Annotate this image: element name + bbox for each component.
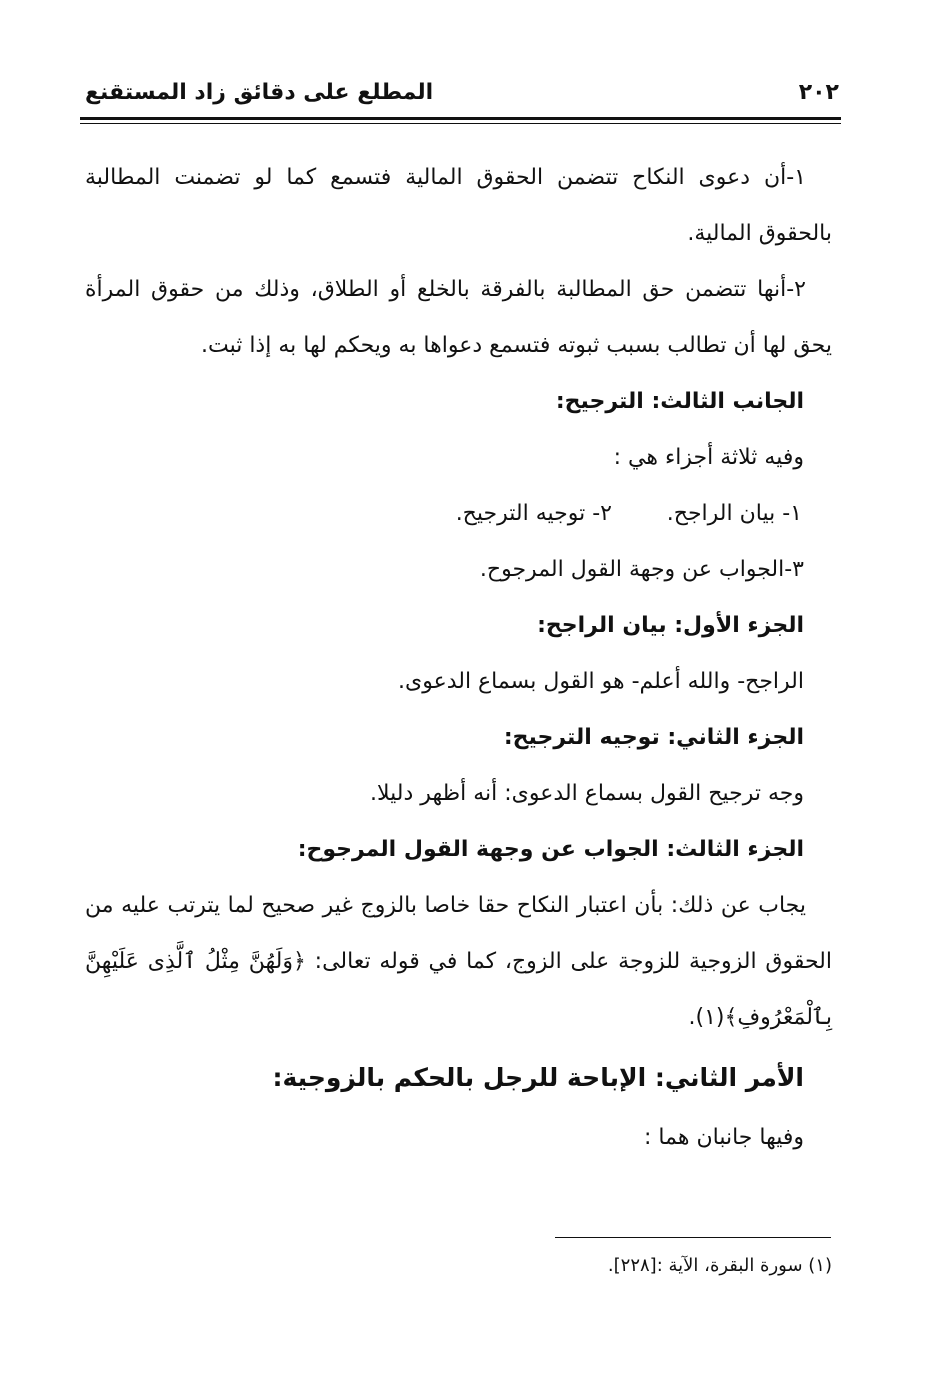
paragraph-6-text: يجاب عن ذلك: بأن اعتبار النكاح حقا خاصا بالزوج غير صحيح لما يترتب عليه من الحقوق الزوجية للزوجة على الزوج، كما في قوله تعالى:: [85, 893, 832, 974]
footnote-rule: [555, 1237, 831, 1238]
paragraph-1: ١-أن دعوى النكاح تتضمن الحقوق المالية فتسمع كما لو تضمنت المطالبة بالحقوق المالية.: [85, 165, 832, 246]
paragraph-3: وفيه ثلاثة أجزاء هي :: [613, 445, 804, 470]
paragraph-4: الراجح- والله أعلم- هو القول بسماع الدعوى.: [397, 669, 804, 694]
paragraph-2: ٢-أنها تتضمن حق المطالبة بالفرقة بالخلع أو الطلاق، وذلك من حقوق المرأة يحق لها أن تطالب بسبب ثبوته فتسمع دعواها به ويحكم لها به إذا ثبت.: [85, 277, 832, 358]
list-row: [85, 486, 832, 542]
header-rule-thin: [80, 123, 841, 124]
paragraph-5: وجه ترجيح القول بسماع الدعوى: أنه أظهر دليلا.: [370, 781, 804, 806]
heading-tarjih: الجانب الثالث: الترجيح:: [555, 389, 804, 414]
list-item-2: ٢- توجيه الترجيح.: [455, 501, 612, 526]
book-title: المطلع على دقائق زاد المستقنع: [85, 80, 434, 105]
list-item-3: ٣-الجواب عن وجهة القول المرجوح.: [479, 557, 804, 582]
paragraph-7: وفيها جانبان هما :: [644, 1125, 804, 1150]
heading-part-1: الجزء الأول: بيان الراجح:: [537, 613, 804, 638]
page-header: [85, 80, 839, 110]
header-rule-thick: [80, 117, 841, 120]
footnote: (١) سورة البقرة، الآية :[٢٢٨].: [607, 1255, 832, 1276]
page-number: ٢٠٢: [798, 80, 839, 105]
footnote-ref: (١).: [688, 1005, 725, 1030]
heading-second-matter: الأمر الثاني: الإباحة للرجل بالحكم بالزوجية:: [272, 1063, 804, 1092]
list-item-1: ١- بيان الراجح.: [666, 501, 802, 526]
paragraph-6: [85, 878, 832, 1046]
heading-part-3: الجزء الثالث: الجواب عن وجهة القول المرجوح:: [297, 837, 804, 862]
quran-verse: ﴿وَلَهُنَّ مِثْلُ ٱلَّذِى عَلَيْهِنَّ بِٱلْمَعْرُوفِ﴾: [85, 949, 832, 1030]
page-body: [85, 150, 832, 1166]
heading-part-2: الجزء الثاني: توجيه الترجيح:: [503, 725, 804, 750]
